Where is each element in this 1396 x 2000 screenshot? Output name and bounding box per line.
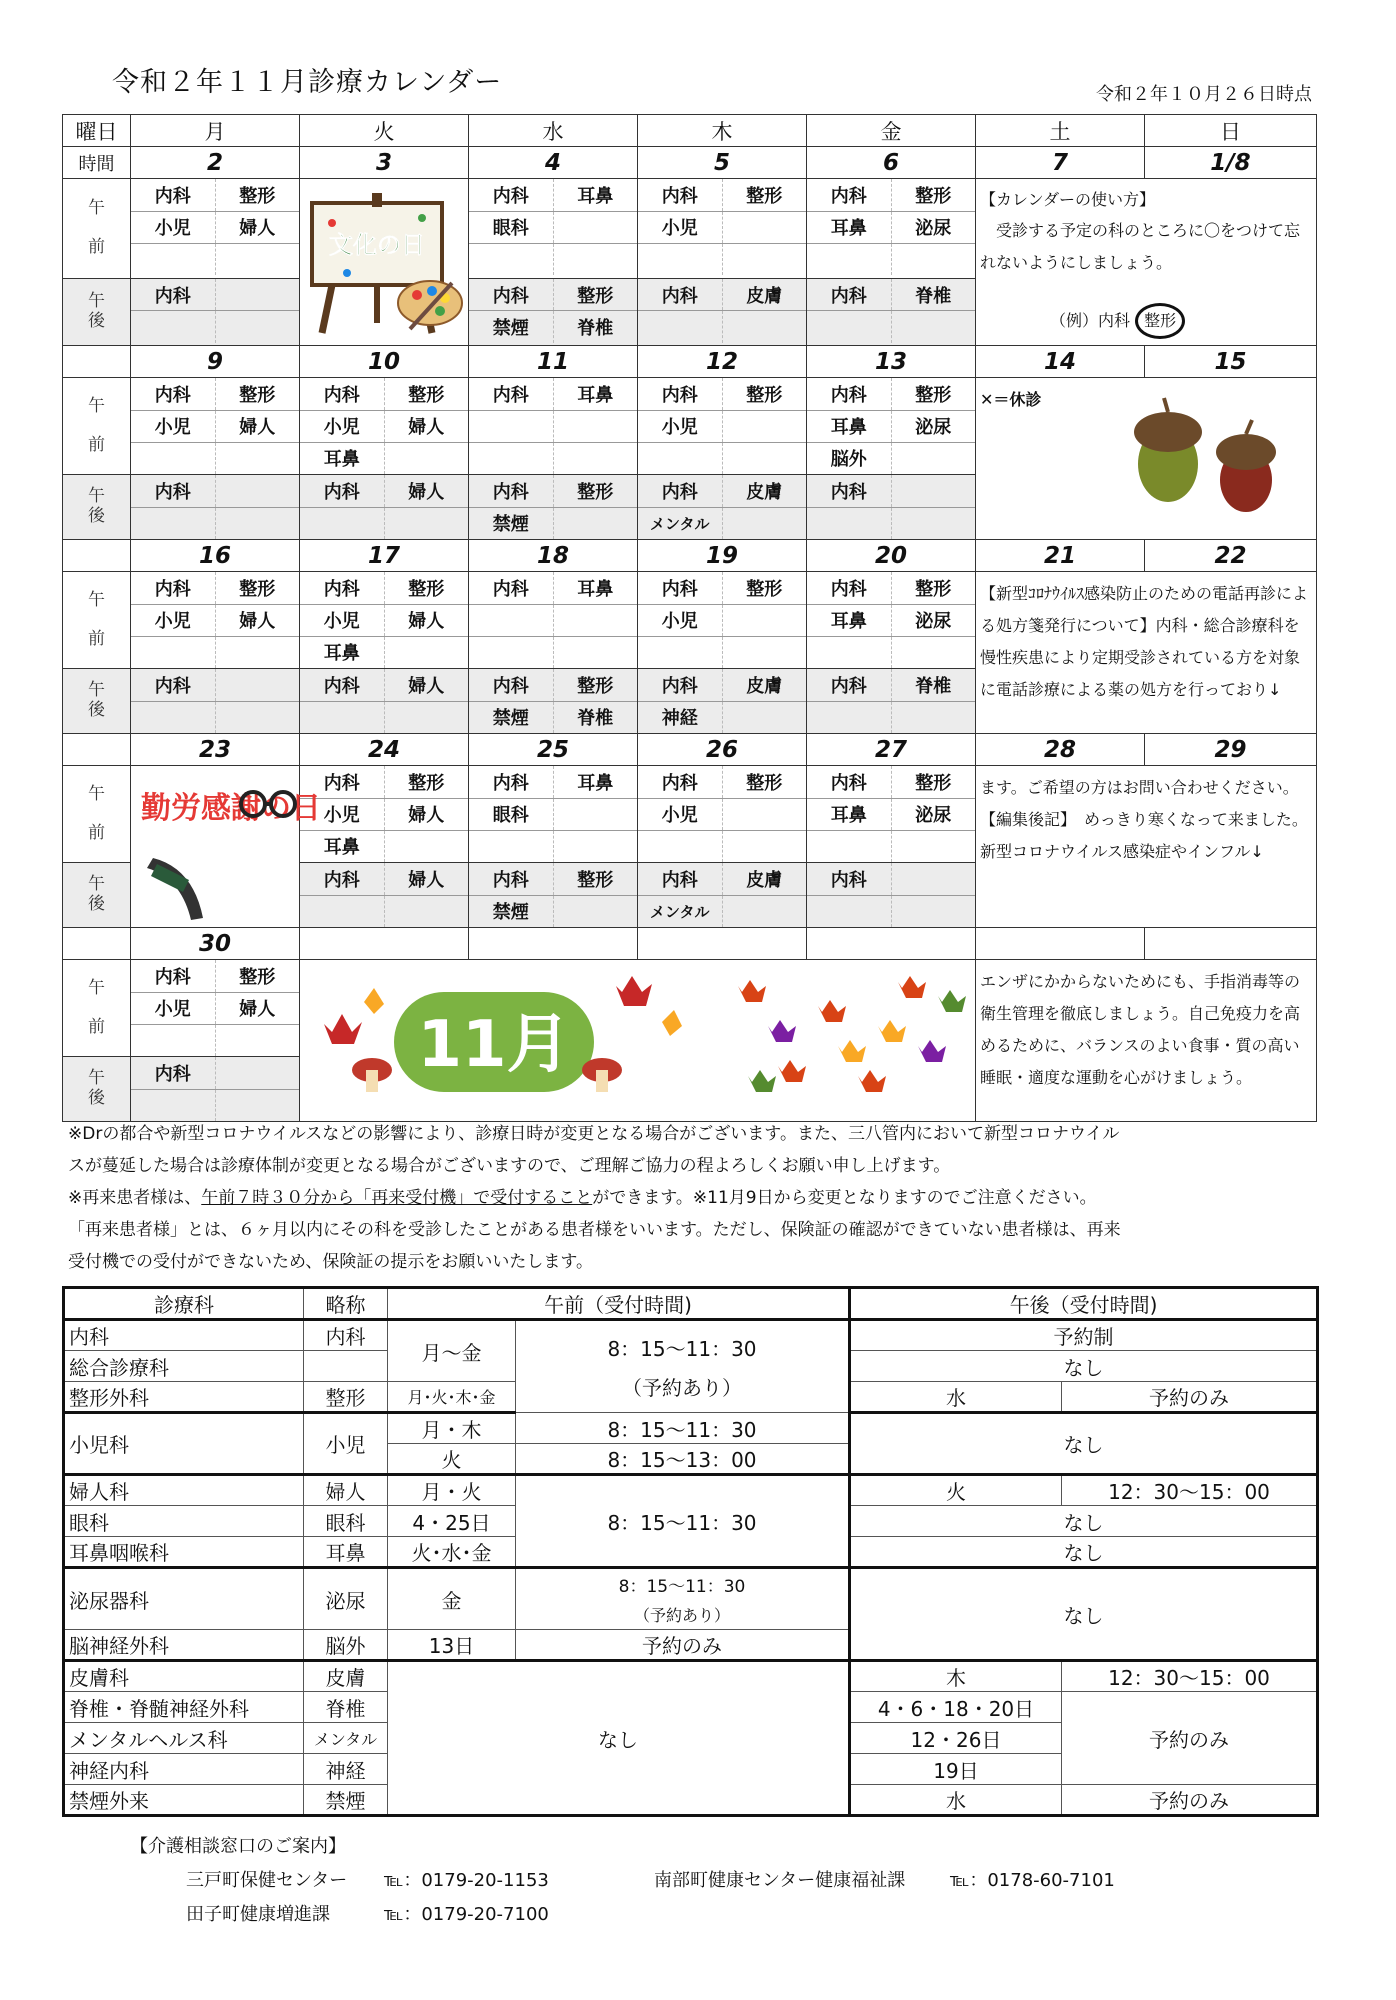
contact-sannohe: 三戸町保健センター [186,1870,348,1891]
pm-days: 19日 [850,1754,1062,1785]
am-hours: 予約のみ [516,1630,850,1661]
dept-name: 神経内科 [64,1754,304,1785]
am-label: 午 前 [63,179,131,279]
date-cell: 13 [807,346,976,378]
slot-am: 内科 整形 小児 [638,179,807,279]
pm-label: 午 後 [63,475,131,540]
slot-pm: 内科 [131,1057,300,1122]
col-pm: 午後（受付時間) [850,1288,1318,1320]
date-cell: 12 [638,346,807,378]
dept-abbr: 婦人 [304,1475,388,1506]
pm-label: 午 後 [63,863,131,928]
slot-am: 内科 整形 耳鼻 泌尿 [807,572,976,669]
date-cell: 18 [469,540,638,572]
pm-label: 午 後 [63,1057,131,1122]
date-cell: 30 [131,928,300,960]
am-days: 金 [388,1568,516,1630]
am-days: 火 [388,1444,516,1475]
am-days: 4・25日 [388,1506,516,1537]
slot-am: 内科 整形 小児 [638,572,807,669]
date-cell: 15 [1145,346,1317,378]
slot-pm: 内科 整形 禁煙 脊椎 [469,669,638,734]
slot-am: 内科 整形 小児 婦人 耳鼻 [300,572,469,669]
dept-abbr: 整形 [304,1382,388,1413]
pm-days: 木 [850,1661,1062,1692]
kinro-kansha-illustration [131,766,321,928]
pm-hours: 12：30～15：00 [1062,1661,1318,1692]
slot-am: 内科 整形 小児 婦人 [131,378,300,475]
phone-prescription-note: 【新型ｺﾛﾅｳｲﾙｽ感染防止のための電話再診による処方箋発行について】内科・総合診療科を慢性疾患により定期受診されている方を対象に電話診療による薬の処方を行っており↓ [976,572,1317,734]
slot-pm: 内科 婦人 [300,863,469,928]
date-cell: 19 [638,540,807,572]
usage-example: （例）内科 整形 [980,303,1312,339]
slot-am: 内科 整形 小児 婦人 耳鼻 [300,766,469,863]
weekday-sat: 土 [976,115,1145,147]
slot-am: 内科 耳鼻 眼科 [469,179,638,279]
slot-pm: 内科 皮膚 メンタル [638,475,807,540]
as-of-date: 令和２年１０月２６日時点 [1096,84,1312,105]
dept-name: 小児科 [64,1413,304,1475]
contact-title: 【介護相談窓口のご案内】 [130,1836,346,1857]
pm-hours: 12：30～15：00 [1062,1475,1318,1506]
footnote-line: 受付機での受付ができないため、保険証の提示をお願いいたします。 [68,1252,593,1272]
dept-name: 総合診療科 [64,1351,304,1382]
am-hours: 8：15～11：30 [516,1475,850,1568]
am-days: 月･火･木･金 [388,1382,516,1413]
pm-hours: なし [850,1506,1318,1537]
slot-pm: 内科 脊椎 [807,669,976,734]
dept-abbr [304,1351,388,1382]
am-days: 月・火 [388,1475,516,1506]
dept-name: 脊椎・脊髄神経外科 [64,1692,304,1723]
date-cell: 1/8 [1145,147,1317,179]
slot-pm: 内科 整形 禁煙 [469,475,638,540]
slot-am: 内科 整形 小児 [638,766,807,863]
slot-pm: 内科 [131,669,300,734]
slot-am: 内科 整形 小児 婦人 [131,572,300,669]
slot-pm: 内科 婦人 [300,475,469,540]
slot-am: 内科 整形 小児 婦人 [131,960,300,1057]
editor-note: ます。ご希望の方はお問い合わせください。【編集後記】 めっきり寒くなって来ました。新型コロナウイルス感染症やインフル↓ [976,766,1317,928]
weekday-tue: 火 [300,115,469,147]
date-cell: 28 [976,734,1145,766]
calendar-usage-note [976,179,1317,346]
am-label: 午 前 [63,960,131,1057]
dept-abbr: 内科 [304,1320,388,1351]
weekday-label: 曜日 [63,115,131,147]
slot-pm: 内科 婦人 [300,669,469,734]
dept-abbr: 小児 [304,1413,388,1475]
footnote-line: 「再来患者様」とは、６ヶ月以内にその科を受診したことがある患者様をいいます。ただし、保険証の確認ができていない患者様は、再来 [68,1220,1121,1240]
dept-abbr: 禁煙 [304,1785,388,1816]
slot-am: 内科 整形 耳鼻 泌尿 [807,766,976,863]
date-cell: 10 [300,346,469,378]
slot-am: 内科 整形 小児 婦人 [131,179,300,279]
calendar-table [62,114,1317,1122]
pm-days: 火 [850,1475,1062,1506]
date-cell: 7 [976,147,1145,179]
bunka-label: 文化の日 [329,231,425,259]
closed-legend-cell [976,378,1317,540]
month-label: 11月 [417,1007,571,1082]
footnote-line: スが蔓延した場合は診療体制が変更となる場合がございますので、ご理解ご協力の程よろしくお願い申し上げます。 [68,1156,951,1176]
am-label: 午 前 [63,378,131,475]
closed-legend: ✕＝休診 [980,390,1042,409]
dept-abbr: 皮膚 [304,1661,388,1692]
date-cell: 4 [469,147,638,179]
date-cell: 29 [1145,734,1317,766]
time-label: 時間 [63,147,131,179]
am-days: 火･水･金 [388,1537,516,1568]
slot-pm: 内科 整形 禁煙 [469,863,638,928]
date-cell: 14 [976,346,1145,378]
weekday-wed: 水 [469,115,638,147]
date-cell: 17 [300,540,469,572]
pm-days: 水 [850,1785,1062,1816]
date-cell: 21 [976,540,1145,572]
november-illustration [300,960,976,1122]
slot-pm: 内科 脊椎 [807,278,976,345]
contact-nanbu: 南部町健康センター健康福祉課 [654,1870,906,1891]
slot-am: 内科 整形 小児 [638,378,807,475]
slot-pm: 内科 皮膚 メンタル [638,863,807,928]
am-hours: 8：15～11：30 （予約あり） [516,1320,850,1413]
date-cell: 16 [131,540,300,572]
pm-hours: 予約のみ [1062,1382,1318,1413]
col-abbr: 略称 [304,1288,388,1320]
footnote-line: ※Drの都合や新型コロナウイルスなどの影響により、診療日時が変更となる場合がございます。また、三八管内において新型コロナウイル [68,1124,1120,1144]
slot-pm: 内科 整形 禁煙 脊椎 [469,278,638,345]
dept-name: 婦人科 [64,1475,304,1506]
pm-hours: なし [850,1413,1318,1475]
date-cell: 23 [131,734,300,766]
example-circle: 整形 [1135,303,1185,339]
usage-body: 受診する予定の科のところに〇をつけて忘れないようにしましょう。 [980,221,1301,272]
pm-hours: 予約のみ [1062,1692,1318,1785]
pm-label: 午 後 [63,278,131,345]
am-days: 13日 [388,1630,516,1661]
usage-title: 【カレンダーの使い方】 [980,190,1155,209]
slot-pm: 内科 皮膚 神経 [638,669,807,734]
dept-name: 整形外科 [64,1382,304,1413]
contact-sannohe-tel: ℡：0179-20-1153 [384,1870,549,1891]
dept-name: 耳鼻咽喉科 [64,1537,304,1568]
slot-pm: 内科 皮膚 [638,278,807,345]
slot-am: 内科 耳鼻 眼科 [469,766,638,863]
dept-abbr: 脳外 [304,1630,388,1661]
dept-name: メンタルヘルス科 [64,1723,304,1754]
department-hours-table [62,1286,1319,1817]
am-hours: なし [388,1661,850,1816]
dept-name: 内科 [64,1320,304,1351]
slot-pm: 内科 [131,278,300,345]
dept-abbr: メンタル [304,1723,388,1754]
date-cell: 25 [469,734,638,766]
pm-days: 水 [850,1382,1062,1413]
acorn-illustration [1106,392,1296,512]
dept-abbr: 眼科 [304,1506,388,1537]
slot-am: 内科 耳鼻 [469,378,638,475]
contact-nanbu-tel: ℡：0178-60-7101 [950,1870,1115,1891]
dept-abbr: 神経 [304,1754,388,1785]
slot-pm: 内科 [807,863,976,928]
bunka-no-hi-illustration [300,179,469,346]
pm-hours: 予約制 [850,1320,1318,1351]
am-hours: 8：15～11：30 [516,1413,850,1444]
kinro-label: 勤労感謝の日 [141,790,321,826]
am-days: 月・木 [388,1413,516,1444]
date-cell: 20 [807,540,976,572]
dept-abbr: 脊椎 [304,1692,388,1723]
health-note: エンザにかからないためにも、手指消毒等の衛生管理を徹底しましょう。自己免疫力を高めるために、バランスのよい食事・質の高い睡眠・適度な運動を心がけましょう。 [976,960,1317,1122]
pm-label: 午 後 [63,669,131,734]
date-cell: 5 [638,147,807,179]
contact-takko-tel: ℡：0179-20-7100 [384,1904,549,1925]
dept-name: 脳神経外科 [64,1630,304,1661]
date-cell: 24 [300,734,469,766]
date-cell: 6 [807,147,976,179]
am-label: 午 前 [63,766,131,863]
pm-hours: 予約のみ [1062,1785,1318,1816]
dept-name: 禁煙外来 [64,1785,304,1816]
pm-hours: なし [850,1568,1318,1661]
am-label: 午 前 [63,572,131,669]
date-cell: 9 [131,346,300,378]
date-cell: 26 [638,734,807,766]
date-cell: 27 [807,734,976,766]
pm-days: 4・6・18・20日 [850,1692,1062,1723]
pm-days: 12・26日 [850,1723,1062,1754]
weekday-mon: 月 [131,115,300,147]
footnote-line: ※再来患者様は、午前７時３０分から「再来受付機」で受付することができます。※11月9日から変更となりますのでご注意ください。 [68,1188,1097,1208]
date-cell: 11 [469,346,638,378]
date-cell: 3 [300,147,469,179]
contact-takko: 田子町健康増進課 [186,1904,330,1925]
dept-abbr: 泌尿 [304,1568,388,1630]
dept-name: 皮膚科 [64,1661,304,1692]
revisit-time-note: 午前７時３０分から「再来受付機」で受付すること [201,1188,593,1208]
col-am: 午前（受付時間) [388,1288,850,1320]
col-dept: 診療科 [64,1288,304,1320]
footnote-block [68,1118,1318,1278]
date-cell: 22 [1145,540,1317,572]
weekday-fri: 金 [807,115,976,147]
slot-pm: 内科 [131,475,300,540]
slot-am: 内科 耳鼻 [469,572,638,669]
am-hours: 8：15～13：00 [516,1444,850,1475]
dept-abbr: 耳鼻 [304,1537,388,1568]
pm-hours: なし [850,1537,1318,1568]
am-days: 月～金 [388,1320,516,1382]
slot-am: 内科 整形 耳鼻 泌尿 脳外 [807,378,976,475]
weekday-thu: 木 [638,115,807,147]
weekday-sun: 日 [1145,115,1317,147]
slot-am: 内科 整形 小児 婦人 耳鼻 [300,378,469,475]
dept-name: 泌尿器科 [64,1568,304,1630]
slot-am: 内科 整形 耳鼻 泌尿 [807,179,976,279]
dept-name: 眼科 [64,1506,304,1537]
slot-pm: 内科 [807,475,976,540]
pm-hours: なし [850,1351,1318,1382]
page-title: 令和２年１１月診療カレンダー [112,67,503,98]
date-cell: 2 [131,147,300,179]
am-hours: 8：15～11：30 （予約あり） [516,1568,850,1630]
